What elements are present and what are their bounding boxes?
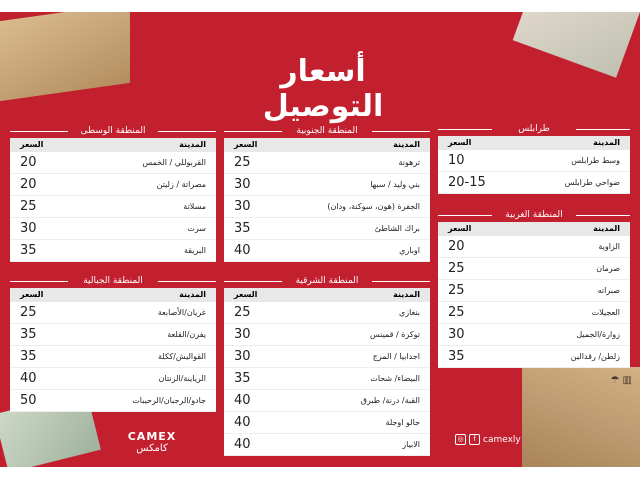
price-value: 35 bbox=[448, 349, 465, 364]
city-name: اجدابيا / المرج bbox=[372, 352, 420, 361]
price-value: 35 bbox=[20, 327, 37, 342]
city-header: المدينة bbox=[593, 138, 620, 147]
table-row bbox=[224, 152, 430, 174]
city-name: القبة/ درنة/ طبرق bbox=[360, 396, 420, 405]
table-row bbox=[10, 174, 216, 196]
section-title: المنطقة الشرقية bbox=[224, 274, 430, 288]
price-value: 30 bbox=[234, 199, 251, 214]
city-name: الرياينة/الزنتان bbox=[158, 374, 206, 383]
table-header bbox=[224, 288, 430, 302]
table-row bbox=[224, 324, 430, 346]
city-name: سرت bbox=[187, 224, 206, 233]
price-value: 35 bbox=[20, 243, 37, 258]
table-row bbox=[224, 302, 430, 324]
table-row bbox=[224, 346, 430, 368]
city-name: زوارة/الجميل bbox=[576, 330, 620, 339]
city-name: مسلاتة bbox=[183, 202, 206, 211]
price-value: 25 bbox=[448, 283, 465, 298]
banknotes-image bbox=[513, 12, 640, 78]
price-header: السعر bbox=[20, 290, 44, 299]
page-title: أسعار التوصيل bbox=[262, 54, 384, 124]
price-value: 30 bbox=[234, 349, 251, 364]
price-value: 25 bbox=[20, 305, 37, 320]
city-name: اوباري bbox=[399, 246, 420, 255]
price-value: 35 bbox=[20, 349, 37, 364]
price-value: 40 bbox=[234, 393, 251, 408]
city-name: ترهونة bbox=[398, 158, 420, 167]
price-value: 40 bbox=[20, 371, 37, 386]
price-header: السعر bbox=[20, 140, 44, 149]
table-row bbox=[438, 150, 630, 172]
city-header: المدينة bbox=[393, 140, 420, 149]
price-header: السعر bbox=[448, 224, 472, 233]
logo-text-en: CAMEX bbox=[127, 430, 177, 443]
price-value: 20 bbox=[448, 239, 465, 254]
cardboard-box-image bbox=[0, 12, 130, 101]
city-name: غريان/الأصابعة bbox=[157, 308, 206, 317]
city-header: المدينة bbox=[593, 224, 620, 233]
table-row bbox=[10, 196, 216, 218]
price-value: 10 bbox=[448, 153, 465, 168]
table-row bbox=[10, 346, 216, 368]
city-name: براك الشاطئ bbox=[374, 224, 420, 233]
city-name: جادو/الرجبان/الرحيبات bbox=[132, 396, 206, 405]
section-title: طرابلس bbox=[438, 122, 630, 136]
table-row bbox=[224, 218, 430, 240]
table-header bbox=[10, 288, 216, 302]
price-table bbox=[10, 138, 216, 262]
table-row bbox=[10, 152, 216, 174]
section-title: المنطقة الغربية bbox=[438, 208, 630, 222]
price-table bbox=[10, 288, 216, 412]
table-row bbox=[438, 302, 630, 324]
price-header: السعر bbox=[234, 290, 258, 299]
city-name: صرمان bbox=[596, 264, 620, 273]
table-row bbox=[224, 368, 430, 390]
package-symbols-icon: ☂ ▥ bbox=[610, 375, 632, 386]
city-name: البريقة bbox=[183, 246, 206, 255]
city-header: المدينة bbox=[179, 290, 206, 299]
table-row bbox=[10, 390, 216, 412]
price-table bbox=[438, 222, 630, 368]
price-value: 30 bbox=[448, 327, 465, 342]
price-value: 20 bbox=[20, 177, 37, 192]
table-row bbox=[438, 236, 630, 258]
city-name: جالو اوجلة bbox=[385, 418, 420, 427]
logo-text-ar: كامكس bbox=[136, 443, 168, 454]
cardboard-box-image bbox=[522, 367, 640, 467]
camex-logo bbox=[122, 430, 182, 454]
table-row bbox=[10, 324, 216, 346]
price-table bbox=[224, 288, 430, 456]
price-value: 20 bbox=[20, 155, 37, 170]
table-header bbox=[438, 136, 630, 150]
city-header: المدينة bbox=[179, 140, 206, 149]
section-tripoli bbox=[438, 122, 630, 194]
price-value: 35 bbox=[234, 371, 251, 386]
table-row bbox=[438, 258, 630, 280]
table-row bbox=[438, 280, 630, 302]
table-header bbox=[10, 138, 216, 152]
instagram-icon: ◎ bbox=[455, 434, 466, 445]
table-row bbox=[10, 368, 216, 390]
city-name: الابيار bbox=[402, 440, 420, 449]
city-name: مصراتة / زليتن bbox=[156, 180, 206, 189]
price-value: 25 bbox=[20, 199, 37, 214]
table-row bbox=[438, 346, 630, 368]
price-value: 50 bbox=[20, 393, 37, 408]
city-name: الزاوية bbox=[598, 242, 620, 251]
table-row bbox=[10, 302, 216, 324]
table-row bbox=[224, 412, 430, 434]
city-name: بني وليد / سبها bbox=[370, 180, 420, 189]
price-table bbox=[438, 136, 630, 194]
table-row bbox=[438, 172, 630, 194]
handle-text: camexly bbox=[483, 434, 521, 445]
city-name: الجفرة (هون، سوكنة، ودان) bbox=[327, 202, 420, 211]
price-value: 25 bbox=[234, 155, 251, 170]
price-value: 40 bbox=[234, 437, 251, 452]
city-name: البيضاء/ شحات bbox=[370, 374, 420, 383]
price-value: 30 bbox=[234, 177, 251, 192]
price-value: 30 bbox=[234, 327, 251, 342]
table-row bbox=[10, 218, 216, 240]
city-name: بنغازي bbox=[398, 308, 420, 317]
social-handle bbox=[455, 434, 521, 445]
facebook-icon: f bbox=[469, 434, 480, 445]
city-name: توكرة / قمينس bbox=[369, 330, 420, 339]
city-name: صبراته bbox=[597, 286, 620, 295]
section-central bbox=[10, 124, 216, 262]
section-title: المنطقة الوسطى bbox=[10, 124, 216, 138]
section-eastern bbox=[224, 274, 430, 456]
price-value: 20-15 bbox=[448, 175, 486, 190]
table-row bbox=[224, 174, 430, 196]
table-row bbox=[10, 240, 216, 262]
price-value: 25 bbox=[448, 261, 465, 276]
table-header bbox=[224, 138, 430, 152]
table-row bbox=[224, 196, 430, 218]
table-row bbox=[224, 240, 430, 262]
price-header: السعر bbox=[234, 140, 258, 149]
table-row bbox=[438, 324, 630, 346]
price-table bbox=[224, 138, 430, 262]
poster bbox=[0, 12, 640, 467]
city-header: المدينة bbox=[393, 290, 420, 299]
city-name: وسط طرابلس bbox=[571, 156, 620, 165]
price-value: 25 bbox=[448, 305, 465, 320]
price-value: 35 bbox=[234, 221, 251, 236]
price-value: 40 bbox=[234, 415, 251, 430]
table-row bbox=[224, 434, 430, 456]
section-title: المنطقة الجنوبية bbox=[224, 124, 430, 138]
price-value: 25 bbox=[234, 305, 251, 320]
city-name: القربوللي / الخمس bbox=[142, 158, 206, 167]
table-row bbox=[224, 390, 430, 412]
city-name: ضواحي طرابلس bbox=[564, 178, 620, 187]
section-southern bbox=[224, 124, 430, 262]
price-value: 30 bbox=[20, 221, 37, 236]
section-title: المنطقة الجبالية bbox=[10, 274, 216, 288]
city-name: العجيلات bbox=[591, 308, 620, 317]
city-name: القواليش/ككلة bbox=[158, 352, 206, 361]
table-header bbox=[438, 222, 630, 236]
section-western bbox=[438, 208, 630, 368]
section-mountain bbox=[10, 274, 216, 412]
city-name: يفرن/القلعة bbox=[167, 330, 206, 339]
city-name: زلطن/ رقدالين bbox=[570, 352, 620, 361]
price-value: 40 bbox=[234, 243, 251, 258]
price-header: السعر bbox=[448, 138, 472, 147]
